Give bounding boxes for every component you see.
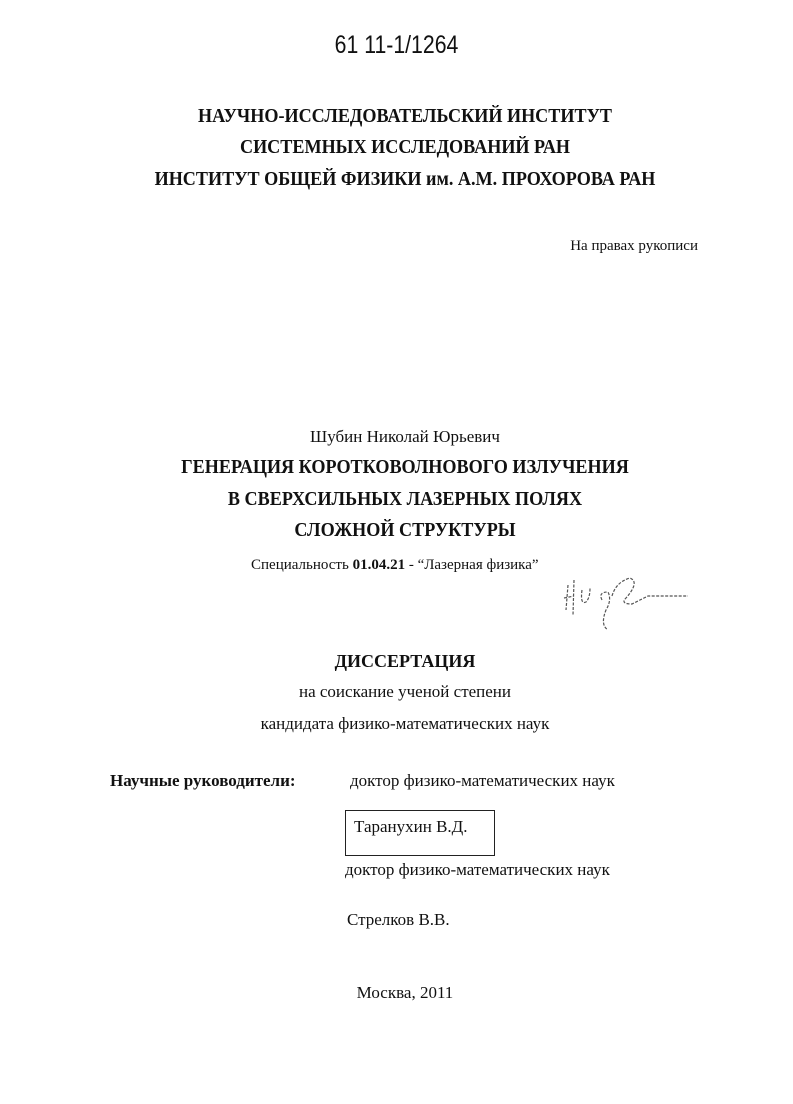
supervisors-label: Научные руководители: — [110, 771, 296, 790]
place-year: Москва, 2011 — [356, 983, 454, 1002]
registration-number: 61 11-1/1264 — [334, 31, 459, 59]
thesis-title-line-1: ГЕНЕРАЦИЯ КОРОТКОВОЛНОВОГО ИЗЛУЧЕНИЯ — [181, 457, 629, 478]
degree-line-1: на соискание ученой степени — [298, 682, 512, 701]
thesis-title-line-3: СЛОЖНОЙ СТРУКТУРЫ — [294, 520, 516, 541]
manuscript-note: На правах рукописи — [570, 238, 698, 254]
supervisor-1-name: Таранухин В.Д. — [354, 817, 468, 836]
specialty-name: - “Лазерная физика” — [408, 557, 539, 573]
document-type: ДИССЕРТАЦИЯ — [334, 651, 476, 671]
specialty-label: Специальность — [251, 557, 349, 573]
specialty — [251, 558, 539, 573]
specialty-code: 01.04.21 — [352, 557, 406, 573]
institution-line-3: ИНСТИТУТ ОБЩЕЙ ФИЗИКИ им. А.М. ПРОХОРОВА РАН — [154, 169, 656, 190]
institution-line-2: СИСТЕМНЫХ ИССЛЕДОВАНИЙ РАН — [239, 137, 571, 158]
handwritten-signature — [560, 570, 695, 635]
author-name: Шубин Николай Юрьевич — [310, 427, 500, 446]
institution-line-1: НАУЧНО-ИССЛЕДОВАТЕЛЬСКИЙ ИНСТИТУТ — [198, 106, 612, 127]
supervisor-2-degree: доктор физико-математических наук — [345, 860, 610, 879]
supervisor-2-name: Стрелков В.В. — [347, 910, 450, 929]
degree-line-2: кандидата физико-математических наук — [260, 714, 550, 733]
thesis-title-line-2: В СВЕРХСИЛЬНЫХ ЛАЗЕРНЫХ ПОЛЯХ — [227, 489, 583, 510]
supervisor-1-degree: доктор физико-математических наук — [350, 771, 615, 790]
